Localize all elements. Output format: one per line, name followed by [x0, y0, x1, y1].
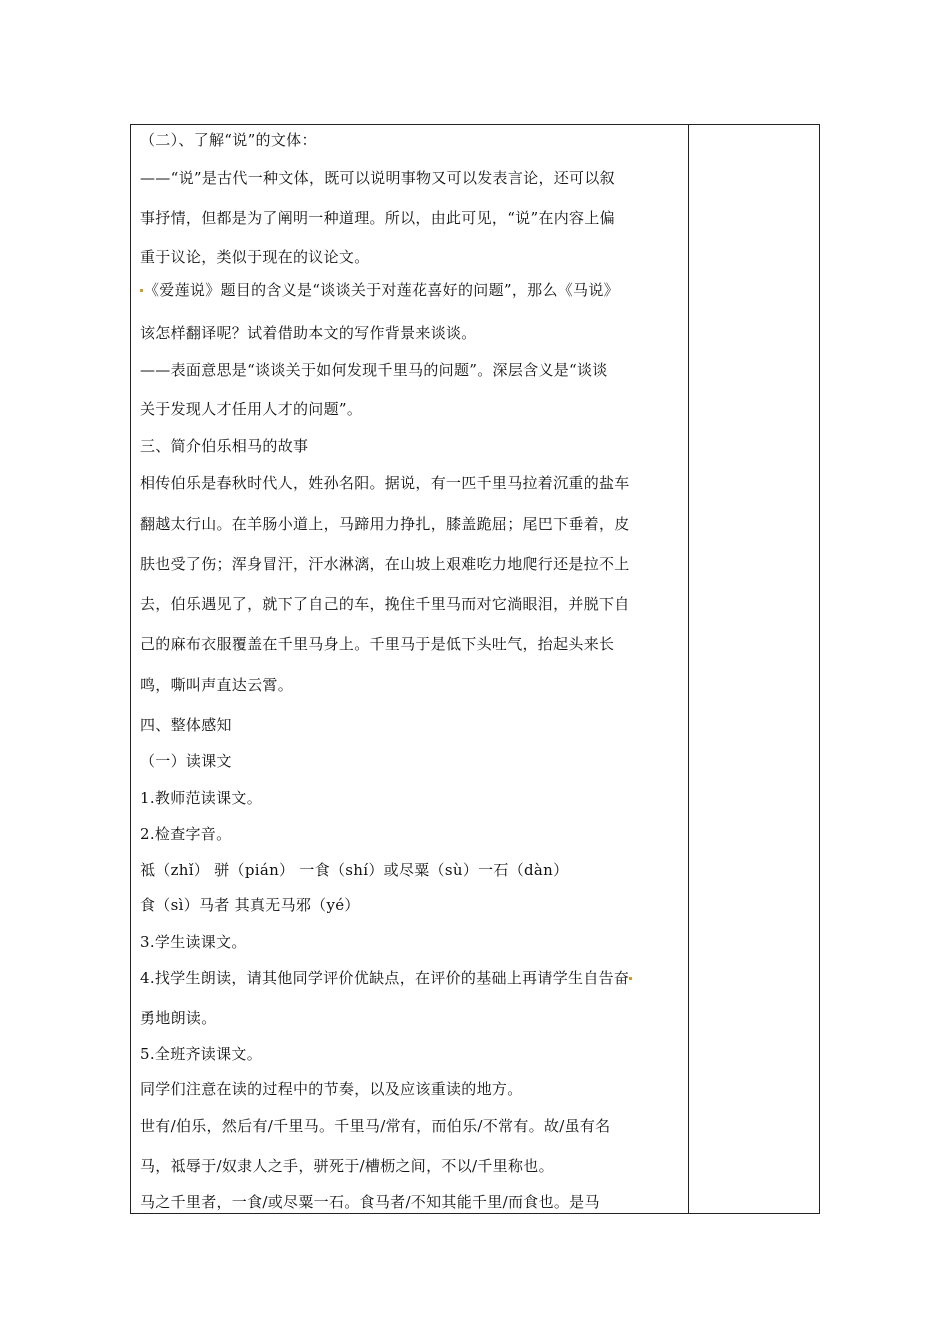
text-line: 该怎样翻译呢？试着借助本文的写作背景来谈谈。 [140, 324, 477, 342]
text-line-with-mark [140, 280, 619, 300]
content-column [131, 125, 688, 1213]
text-line: ——表面意思是“谈谈关于如何发现千里马的问题”。深层含义是“谈谈 [140, 361, 608, 379]
text-line: 2.检查字音。 [140, 825, 232, 843]
text-line: 同学们注意在读的过程中的节奏，以及应该重读的地方。 [140, 1080, 523, 1098]
text-line: 《爱莲说》题目的含义是“谈谈关于对莲花喜好的问题”，那么《马说》 [144, 281, 619, 299]
text-line: 勇地朗读。 [140, 1009, 217, 1027]
text-line: 去，伯乐遇见了，就下了自己的车，挽住千里马而对它淌眼泪，并脱下自 [140, 595, 630, 613]
text-line: 5.全班齐读课文。 [140, 1045, 263, 1063]
text-line: 肤也受了伤；浑身冒汗，汗水淋漓，在山坡上艰难吃力地爬行还是拉不上 [140, 555, 630, 573]
text-line: 己的麻布衣服覆盖在千里马身上。千里马于是低下头吐气，抬起头来长 [140, 635, 615, 653]
text-line: 事抒情，但都是为了阐明一种道理。所以，由此可见，“说”在内容上偏 [140, 209, 615, 227]
text-line-with-mark [140, 968, 633, 988]
mark-dot [140, 289, 143, 292]
lesson-table [130, 124, 820, 1214]
text-line: 三、简介伯乐相马的故事 [140, 437, 309, 455]
mark-dot [629, 977, 632, 980]
text-line: （一）读课文 [140, 752, 232, 770]
text-line: 关于发现人才任用人才的问题”。 [140, 400, 363, 418]
text-line: 食（sì）马者 其真无马邪（yé） [140, 896, 360, 914]
text-line: 鸣，嘶叫声直达云霄。 [140, 676, 294, 694]
text-line: 3.学生读课文。 [140, 933, 247, 951]
notes-column [689, 125, 819, 1213]
text-line: 四、整体感知 [140, 716, 232, 734]
text-line: ——“说”是古代一种文体，既可以说明事物又可以发表言论，还可以叙 [140, 169, 615, 187]
text-line: 世有/伯乐，然后有/千里马。千里马/常有，而伯乐/不常有。故/虽有名 [140, 1117, 611, 1135]
text-line: 相传伯乐是春秋时代人，姓孙名阳。据说，有一匹千里马拉着沉重的盐车 [140, 474, 630, 492]
text-line: 翻越太行山。在羊肠小道上，马蹄用力挣扎，膝盖跪屈；尾巴下垂着，皮 [140, 515, 630, 533]
text-line: 马，祗辱于/奴隶人之手，骈死于/槽枥之间，不以/千里称也。 [140, 1157, 554, 1175]
text-line: （二）、了解“说”的文体： [140, 131, 317, 149]
text-line: 马之千里者，一食/或尽粟一石。食马者/不知其能千里/而食也。是马 [140, 1193, 600, 1211]
text-line: 1.教师范读课文。 [140, 789, 263, 807]
text-line: 4.找学生朗读，请其他同学评价优缺点，在评价的基础上再请学生自告奋 [140, 969, 630, 987]
text-line: 重于议论，类似于现在的议论文。 [140, 248, 370, 266]
text-line: 祗（zhǐ） 骈（pián） 一食（shí）或尽粟（sù）一石（dàn） [140, 861, 569, 879]
